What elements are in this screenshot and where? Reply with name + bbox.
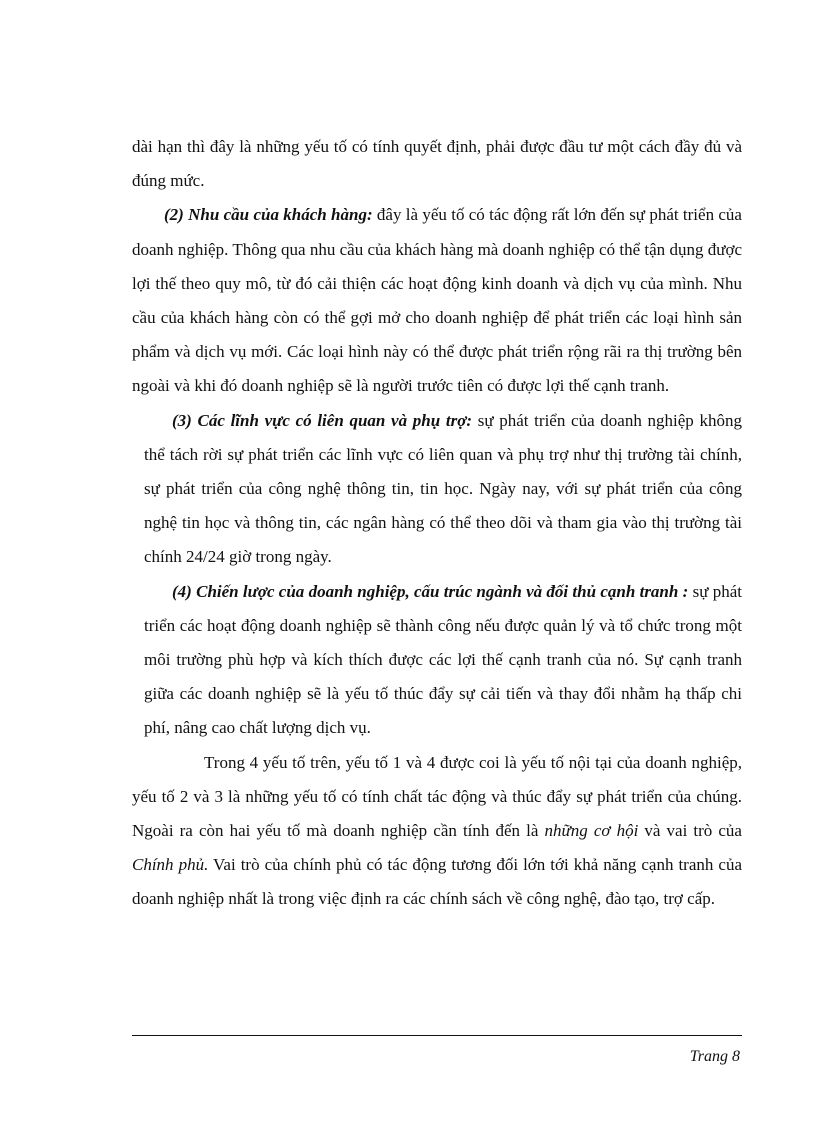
- paragraph-5-part2: và vai trò của: [638, 821, 742, 841]
- paragraph-5: [132, 746, 742, 917]
- paragraph-4-text: sự phát triển các hoạt động doanh nghiệp sẽ thành công nếu được quản lý và tổ chức trong một môi trường phù hợp và kích thích được các lợi thế cạnh tranh của nó. Sự cạnh tranh giữa các doanh nghiệp sẽ là yếu tố thúc đẩy sự cải tiến và thay đổi nhằm hạ thấp chi phí, nâng cao chất lượng dịch vụ.: [144, 581, 742, 738]
- paragraph-5-part1: Trong 4 yếu tố trên, yếu tố 1 và 4 được coi là yếu tố nội tại của doanh nghiệp, yếu tố 2 và 3 là những yếu tố có tính chất tác động và thúc đẩy sự phát triển của chúng. Ngoài ra còn hai yếu tố mà doanh nghiệp cần tính đến là: [132, 752, 742, 841]
- paragraph-5-part3: Vai trò của chính phủ có tác động tương đối lớn tới khả năng cạnh tranh của doanh nghiệp nhất là trong việc định ra các chính sách về công nghệ, đào tạo, trợ cấp.: [132, 855, 742, 909]
- paragraph-2: [132, 198, 742, 403]
- paragraph-3-text: sự phát triển của doanh nghiệp không thể tách rời sự phát triển các lĩnh vực có liên quan và phụ trợ như thị trường tài chính, sự phát triển của công nghệ thông tin, tin học. Ngày nay, với sự phát triển của công nghệ tin học và thông tin, các ngân hàng có thể theo dõi và tham gia vào thị trường tài chính 24/24 giờ trong ngày.: [144, 410, 742, 567]
- page-number: Trang 8: [689, 1048, 740, 1065]
- paragraph-5-italic-opportunities: những cơ hội: [544, 821, 639, 841]
- paragraph-5-italic-government: Chính phủ.: [132, 855, 209, 875]
- body-text: [132, 130, 742, 917]
- paragraph-2-heading: (2) Nhu cầu của khách hàng:: [164, 205, 373, 225]
- paragraph-3: [132, 404, 742, 575]
- paragraph-2-text: đây là yếu tố có tác động rất lớn đến sự phát triển của doanh nghiệp. Thông qua nhu cầu của khách hàng mà doanh nghiệp có thể tận dụng được lợi thế theo quy mô, từ đó cải thiện các hoạt động kinh doanh và dịch vụ của mình. Nhu cầu của khách hàng còn có thể gợi mở cho doanh nghiệp để phát triển các loại hình sản phẩm và dịch vụ mới. Các loại hình này có thể được phát triển rộng rãi ra thị trường bên ngoài và khi đó doanh nghiệp sẽ là người trước tiên có được lợi thế cạnh tranh.: [132, 205, 742, 396]
- paragraph-4-heading: (4) Chiến lược của doanh nghiệp, cấu trúc ngành và đối thủ cạnh tranh :: [172, 581, 689, 601]
- paragraph-1: dài hạn thì đây là những yếu tố có tính quyết định, phải được đầu tư một cách đầy đủ và đúng mức.: [132, 137, 742, 191]
- paragraph-3-heading: (3) Các lĩnh vực có liên quan và phụ trợ:: [172, 410, 473, 430]
- footer-rule: [132, 1035, 742, 1036]
- paragraph-4: [132, 575, 742, 746]
